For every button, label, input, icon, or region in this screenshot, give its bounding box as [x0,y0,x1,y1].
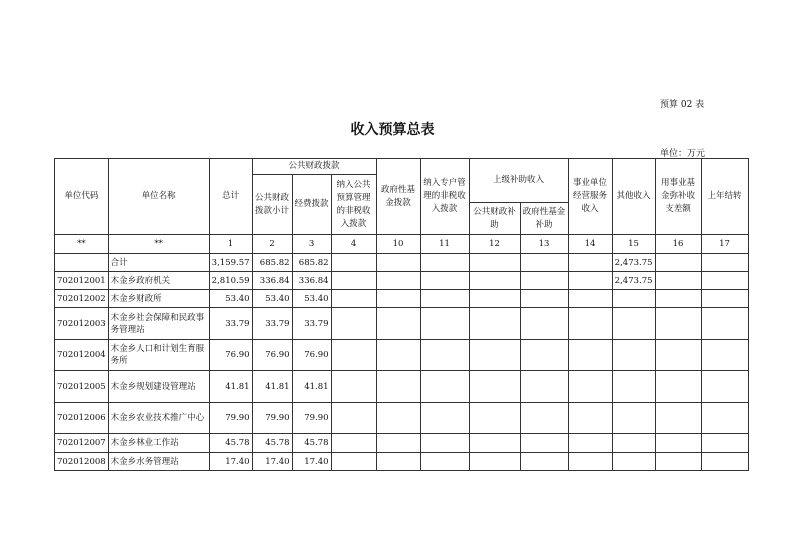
other-income-cell [612,434,655,453]
funding-cell: 17.40 [292,453,331,471]
header-total: 总计 [209,159,252,235]
table-row [55,453,749,471]
funding-cell: 45.78 [292,434,331,453]
index-cell: 10 [376,235,420,254]
other-income-cell: 2,473.75 [612,272,655,290]
total-cell: 79.90 [209,403,252,434]
unit-name-cell: 木金乡水务管理站 [108,453,209,471]
total-cell: 33.79 [209,308,252,340]
table-row [55,434,749,453]
index-cell: 2 [252,235,292,254]
index-cell: 14 [568,235,612,254]
unit-name-cell: 木金乡财政所 [108,290,209,308]
table-row [55,371,749,403]
total-cell: 2,810.59 [209,272,252,290]
header-sub-gov-fund: 政府性基金补助 [520,203,568,235]
header-fund-make-up: 用事业基金弥补收支差额 [655,159,701,235]
table-row [55,290,749,308]
unit-label: 单位：万元 [660,149,706,159]
subtotal-cell: 685.82 [252,254,292,272]
other-income-cell [612,340,655,371]
unit-code-cell: 702012003 [55,308,109,340]
table-row [55,340,749,371]
header-business-income: 事业单位经营服务收入 [568,159,612,235]
subtotal-cell: 76.90 [252,340,292,371]
page-title: 收入预算总表 [350,122,435,138]
unit-code-cell: 702012008 [55,453,109,471]
funding-cell: 685.82 [292,254,331,272]
index-cell: 3 [292,235,331,254]
header-other-income: 其他收入 [612,159,655,235]
table-row [55,308,749,340]
unit-name-cell: 木金乡林业工作站 [108,434,209,453]
header-nontax-mgmt: 纳入公共预算管理的非税收入拨款 [331,175,376,235]
index-cell: 11 [420,235,469,254]
total-cell: 76.90 [209,340,252,371]
total-cell: 3,159.57 [209,254,252,272]
subtotal-cell: 79.90 [252,403,292,434]
total-cell: 41.81 [209,371,252,403]
header-unit-code: 单位代码 [55,159,109,235]
subtotal-cell: 336.84 [252,272,292,290]
index-cell: 13 [520,235,568,254]
index-cell: 4 [331,235,376,254]
unit-name-cell: 木金乡规划建设管理站 [108,371,209,403]
index-cell: 17 [701,235,748,254]
index-cell: ** [108,235,209,254]
header-carryover: 上年结转 [701,159,748,235]
subtotal-cell: 45.78 [252,434,292,453]
index-cell: 12 [469,235,520,254]
other-income-cell [612,290,655,308]
funding-cell: 79.90 [292,403,331,434]
total-cell: 17.40 [209,453,252,471]
unit-name-cell: 木金乡农业技术推广中心 [108,403,209,434]
header-sub-public-fiscal: 公共财政补助 [469,203,520,235]
other-income-cell [612,453,655,471]
unit-code-cell [55,254,109,272]
funding-cell: 336.84 [292,272,331,290]
income-budget-table [54,158,749,471]
other-income-cell [612,371,655,403]
index-row [55,235,749,254]
subtotal-cell: 41.81 [252,371,292,403]
table-row [55,272,749,290]
table-row [55,403,749,434]
unit-code-cell: 702012002 [55,290,109,308]
total-cell: 45.78 [209,434,252,453]
unit-code-cell: 702012005 [55,371,109,403]
unit-name-cell: 木金乡人口和计划生育服务所 [108,340,209,371]
subtotal-cell: 53.40 [252,290,292,308]
funding-cell: 76.90 [292,340,331,371]
unit-code-cell: 702012006 [55,403,109,434]
form-number: 预算 02 表 [660,100,705,110]
funding-cell: 41.81 [292,371,331,403]
table-row [55,254,749,272]
other-income-cell [612,403,655,434]
unit-code-cell: 702012001 [55,272,109,290]
header-funding: 经费拨款 [292,175,331,235]
header-superior-subsidy: 上级补助收入 [469,159,568,203]
index-cell: 15 [612,235,655,254]
unit-code-cell: 702012004 [55,340,109,371]
header-public-fiscal-subtotal: 公共财政拨款小计 [252,175,292,235]
header-public-fiscal: 公共财政拨款 [252,159,376,175]
funding-cell: 53.40 [292,290,331,308]
unit-name-cell: 木金乡政府机关 [108,272,209,290]
header-unit-name: 单位名称 [108,159,209,235]
index-cell: ** [55,235,109,254]
unit-name-cell: 木金乡社会保障和民政事务管理站 [108,308,209,340]
subtotal-cell: 17.40 [252,453,292,471]
index-cell: 16 [655,235,701,254]
unit-code-cell: 702012007 [55,434,109,453]
funding-cell: 33.79 [292,308,331,340]
index-cell: 1 [209,235,252,254]
header-gov-fund: 政府性基金拨款 [376,159,420,235]
unit-name-cell: 合计 [108,254,209,272]
total-cell: 53.40 [209,290,252,308]
other-income-cell: 2,473.75 [612,254,655,272]
header-special-nontax: 纳入专户管理的非税收入拨款 [420,159,469,235]
other-income-cell [612,308,655,340]
subtotal-cell: 33.79 [252,308,292,340]
